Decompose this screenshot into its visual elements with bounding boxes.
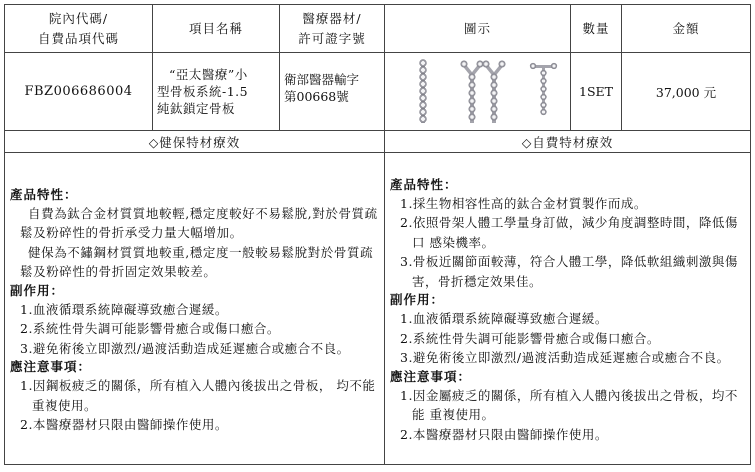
left-caution-item: 2.本醫療器材只限由醫師操作使用。 xyxy=(20,417,228,432)
product-name: “亞太醫療”小 型骨板系統-1.5 純鈦鎖定骨板 xyxy=(153,53,280,131)
product-license: 衛部醫器輸字 第00668號 xyxy=(280,53,385,131)
product-code: FBZ006686004 xyxy=(5,53,153,131)
right-side-item: 2.系統性骨失調可能影響骨癒合或傷口癒合。 xyxy=(400,330,660,346)
category-row xyxy=(5,131,751,153)
right-side-item: 3.避免術後立即激烈/過渡活動造成延遲癒合或癒合不良。 xyxy=(400,350,730,366)
t-plate-icon xyxy=(530,63,557,115)
left-caution-item: 1.因鋼板疲乏的關係，所有植入人體內後拔出之骨板， 均不能重複使用。 xyxy=(20,378,376,413)
left-side-title: 副作用： xyxy=(10,282,65,298)
right-features-item: 2.依照骨架人體工學量身訂做，減少角度調整時間，降低傷口 感染機率。 xyxy=(400,215,738,250)
right-features-item: 3.骨板近關節面較薄，符合人體工學，降低軟組織刺激與傷害，骨折穩定效果佳。 xyxy=(400,254,738,289)
y-plate-left-icon xyxy=(460,60,482,122)
left-side-item: 2.系統性骨失調可能影響骨癒合或傷口癒合。 xyxy=(20,321,280,336)
self-pay-info-panel xyxy=(385,153,751,465)
left-features-title: 產品特性： xyxy=(10,186,78,202)
left-side-item: 1.血液循環系統障礙導致癒合遲緩。 xyxy=(20,301,228,317)
left-features-p1: 自費為鈦合金材質質地較輕,穩定度較好不易鬆脫,對於骨質疏鬆及粉碎性的骨折承受力量大幅增加。 xyxy=(20,205,378,240)
left-side-item: 3.避免術後立即激烈/過渡活動造成延遲癒合或癒合不良。 xyxy=(20,340,350,356)
right-caution-item: 1.因金屬疲乏的關係，所有植入人體內後拔出之骨板，均不能 重複使用。 xyxy=(400,387,738,423)
category-nhi: ◇健保特材療效 xyxy=(5,131,385,153)
straight-plate-icon xyxy=(419,59,426,122)
header-code: 院內代碼/ 自費品項代碼 xyxy=(5,5,153,53)
header-image: 圖示 xyxy=(385,5,571,53)
right-side-item: 1.血液循環系統障礙導致癒合遲緩。 xyxy=(400,311,608,327)
product-amount: 37,000 元 xyxy=(622,53,751,131)
header-row xyxy=(5,5,751,53)
right-caution-title: 應注意事項： xyxy=(390,368,472,384)
product-qty: 1SET xyxy=(571,53,622,131)
product-table xyxy=(4,4,751,465)
info-row xyxy=(5,153,751,465)
left-caution-title: 應注意事項： xyxy=(10,359,92,374)
bone-plate-image xyxy=(388,55,568,129)
right-side-title: 副作用： xyxy=(390,292,445,308)
category-self-pay: ◇自費特材療效 xyxy=(385,131,751,153)
header-name: 項目名稱 xyxy=(153,5,280,53)
y-plate-right-icon xyxy=(482,60,504,122)
right-features-item: 1.採生物相容性高的鈦合金材質製作而成。 xyxy=(400,195,647,211)
nhi-info-panel xyxy=(5,153,385,465)
left-features-p2: 健保為不鏽鋼材質質地較重,穩定度一般較易鬆脫對於骨質疏鬆及粉碎性的骨折固定效果較差。 xyxy=(20,244,374,279)
header-qty: 數量 xyxy=(571,5,622,53)
product-image xyxy=(385,53,571,131)
right-caution-item: 2.本醫療器材只限由醫師操作使用。 xyxy=(400,426,608,442)
product-row xyxy=(5,53,751,131)
right-features-title: 產品特性： xyxy=(390,176,458,192)
header-license: 醫療器材/ 許可證字號 xyxy=(280,5,385,53)
header-amount: 金額 xyxy=(622,5,751,53)
